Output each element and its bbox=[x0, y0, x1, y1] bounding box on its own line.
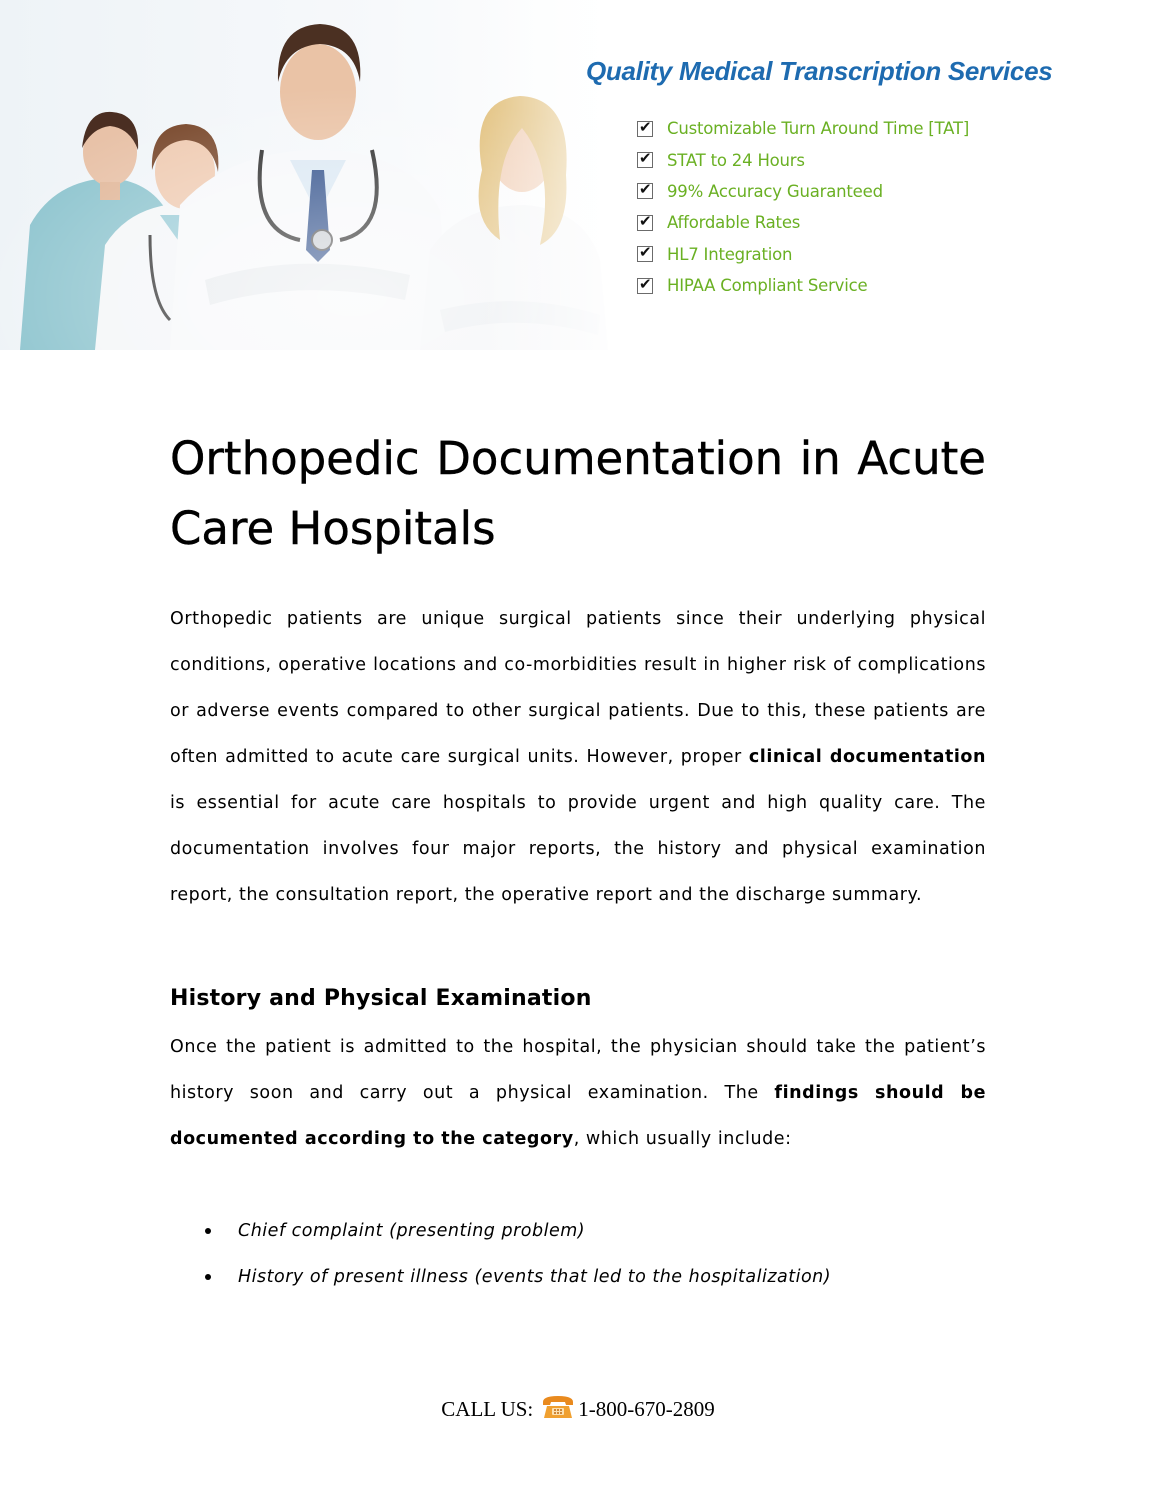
checkbox-checked-icon bbox=[637, 278, 653, 294]
banner-title: Quality Medical Transcription Services bbox=[586, 56, 1053, 86]
intro-text-end: is essential for acute care hospitals to provide urgent and high quality care. The documentation involves four major reports, the history and physical examination report, the consultation report, the operative report and the discharge summary. bbox=[170, 793, 986, 905]
section-text-end: , which usually include: bbox=[573, 1129, 792, 1149]
list-item: History of present illness (events that led to the hospitalization) bbox=[170, 1254, 986, 1300]
feature-item bbox=[637, 207, 969, 238]
checkbox-checked-icon bbox=[637, 215, 653, 231]
footer-call-us bbox=[0, 1396, 1156, 1423]
phone-number[interactable]: 1-800-670-2809 bbox=[578, 1397, 715, 1421]
intro-paragraph bbox=[170, 596, 986, 918]
section-text-start: Once the patient is admitted to the hospital, the physician should take the patient’s history soon and carry out a physical examination. The bbox=[170, 1037, 986, 1103]
feature-text: STAT to 24 Hours bbox=[667, 150, 805, 170]
intro-text-start: Orthopedic patients are unique surgical patients since their underlying physical conditions, operative locations and co-morbidities result in higher risk of complications or adverse events compared to other surgical patients. Due to this, these patients are often admitted to acute care surgical units. However, proper bbox=[170, 609, 986, 767]
intro-bold-phrase: clinical documentation bbox=[748, 747, 987, 767]
feature-text: Affordable Rates bbox=[667, 213, 801, 233]
call-us-label: CALL US: bbox=[441, 1397, 534, 1421]
phone-icon bbox=[541, 1393, 575, 1420]
checkbox-checked-icon bbox=[637, 246, 653, 262]
checkbox-checked-icon bbox=[637, 183, 653, 199]
checkbox-checked-icon bbox=[637, 121, 653, 137]
page-title: Orthopedic Documentation in Acute Care Hospitals bbox=[170, 432, 986, 555]
feature-item bbox=[637, 176, 969, 207]
feature-item bbox=[637, 239, 969, 270]
article-body bbox=[170, 424, 986, 1300]
checkbox-checked-icon bbox=[637, 152, 653, 168]
section-heading: History and Physical Examination bbox=[170, 986, 592, 1011]
feature-item bbox=[637, 144, 969, 175]
feature-text: HIPAA Compliant Service bbox=[667, 276, 868, 296]
list-item: Chief complaint (presenting problem) bbox=[170, 1208, 986, 1254]
feature-text: 99% Accuracy Guaranteed bbox=[667, 181, 883, 201]
section-paragraph bbox=[170, 1024, 986, 1162]
feature-item bbox=[637, 270, 969, 301]
feature-text: HL7 Integration bbox=[667, 244, 793, 264]
feature-list bbox=[637, 113, 969, 301]
category-list bbox=[170, 1208, 986, 1300]
medical-staff-photo bbox=[0, 0, 640, 350]
feature-item bbox=[637, 113, 969, 144]
feature-text: Customizable Turn Around Time [TAT] bbox=[667, 119, 970, 139]
header-banner bbox=[0, 0, 1156, 350]
section-bold-phrase: findings should be documented according to the category bbox=[170, 1083, 986, 1149]
